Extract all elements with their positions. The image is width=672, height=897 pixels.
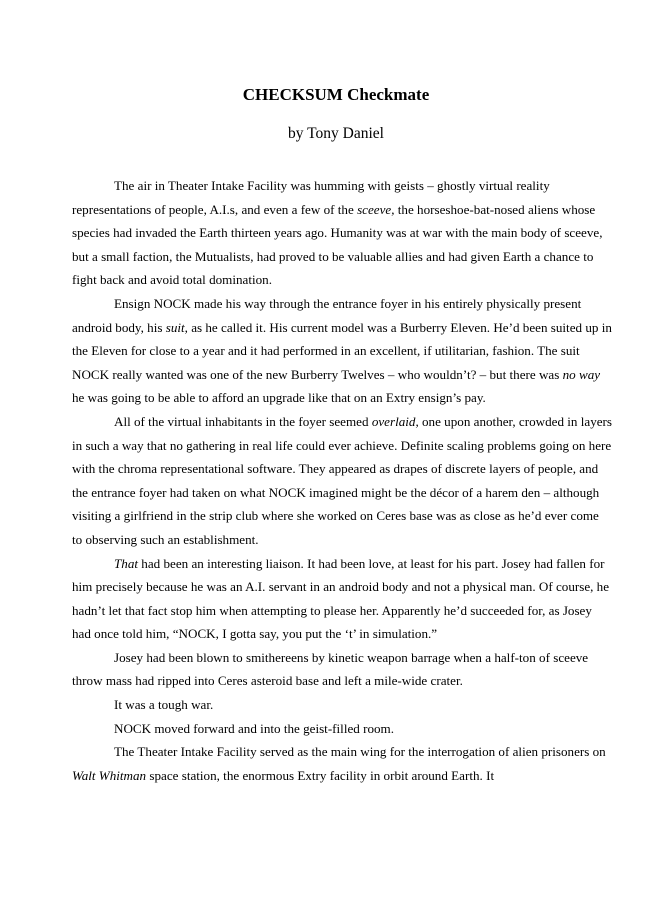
italic-text: overlaid,: [371, 413, 419, 429]
paragraph: [72, 174, 612, 292]
text-run: It was a tough war.: [114, 697, 214, 713]
paragraph: [72, 410, 612, 552]
italic-text: suit,: [165, 319, 188, 335]
text-run: NOCK moved forward and into the geist-filled room.: [114, 720, 395, 736]
author-byline: by Tony Daniel: [288, 125, 384, 142]
paragraph: [72, 552, 612, 646]
text-run: All of the virtual inhabitants in the foyer seemed: [114, 413, 372, 429]
paragraph: [72, 717, 612, 741]
text-run: he was going to be able to afford an upgrade like that on an Extry ensign’s pay.: [72, 390, 486, 406]
italic-text: Walt Whitman: [72, 767, 147, 783]
paragraph: [72, 693, 612, 717]
text-run: The air in Theater Intake Facility was humming with geists – ghostly virtual reality representations of people, A.I.s, and even a few of the: [72, 178, 550, 217]
italic-text: sceeve,: [357, 201, 395, 217]
text-run: as he called it. His current model was a Burberry Eleven. He’d been suited up in the Eleven for close to a year and it had performed in an excellent, if utilitarian, fashion. The suit NOCK really wanted was one of the new Burberry Twelves – who wouldn’t? – but there was: [72, 319, 612, 382]
text-run: Josey had been blown to smithereens by kinetic weapon barrage when a half-ton of sceeve throw mass had ripped into Ceres asteroid base and left a mile-wide crater.: [72, 649, 589, 689]
text-run: The Theater Intake Facility served as the main wing for the interrogation of alien prisoners on: [114, 744, 606, 760]
text-run: space station, the enormous Extry facility in orbit around Earth. It: [146, 767, 495, 783]
italic-text: That: [114, 555, 139, 571]
story-body: [72, 174, 612, 787]
paragraph: [72, 740, 612, 787]
paragraph: [72, 292, 612, 410]
text-run: the horseshoe-bat-nosed aliens whose species had invaded the Earth thirteen years ago. Humanity was at war with the main body of sceeve, but a small faction, the Mutualists, had proved to be valuable allies and had given Earth a chance to fight back and avoid total domination.: [72, 201, 603, 288]
text-run: had been an interesting liaison. It had been love, at least for his part. Josey had fallen for him precisely because he was an A.I. servant in an android body and not a physical man. Of course, he hadn’t let that fact stop him when attempting to please her. Apparently he’d succeeded for, as Josey had once told him, “NOCK, I gotta say, you put the ‘t’ in simulation.”: [72, 555, 610, 642]
italic-text: no way: [562, 366, 601, 382]
text-run: one upon another, crowded in layers in such a way that no gathering in real life could ever achieve. Definite scaling problems going on here with the chroma representational software. They appeared as drapes of discrete layers of people, and the entrance foyer had taken on what NOCK imagined might be the décor of a harem den – although visiting a girlfriend in the strip club where she worked on Ceres base was as close as he’d ever come to observing such an establishment.: [72, 413, 613, 547]
paragraph: [72, 646, 612, 693]
story-title: CHECKSUM Checkmate: [242, 85, 430, 104]
text-run: Ensign NOCK made his way through the entrance foyer in his entirely physically present android body, his: [72, 295, 582, 335]
